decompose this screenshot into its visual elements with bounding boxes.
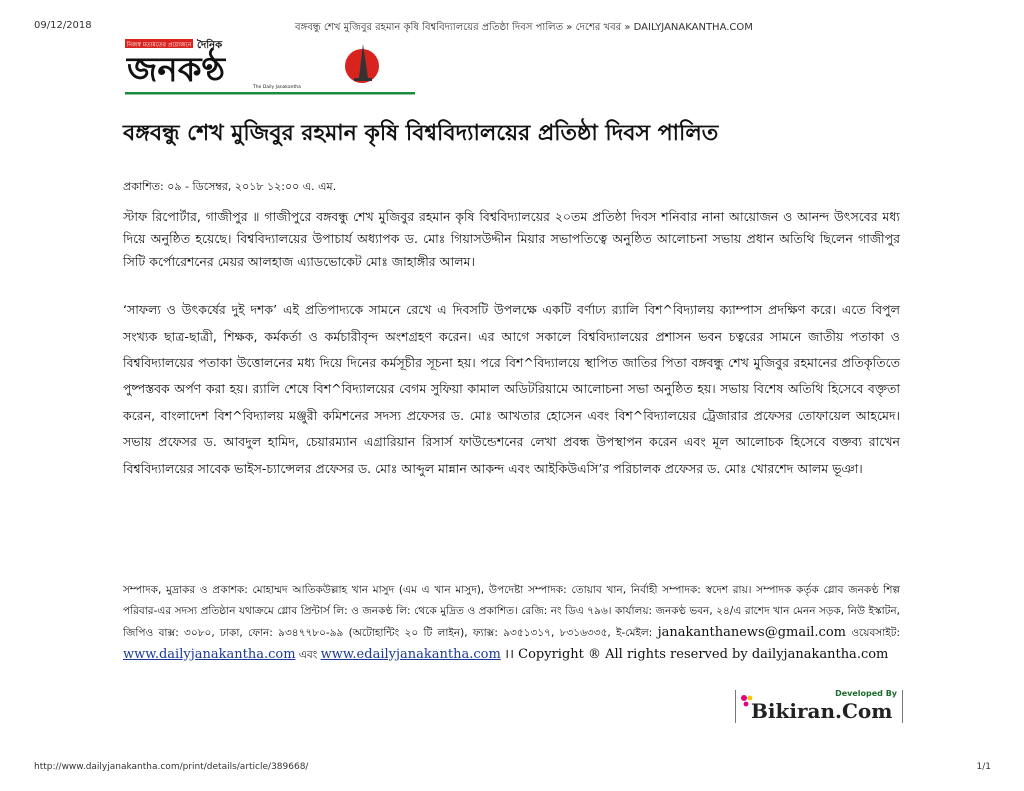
page-number: 1/1 (976, 762, 991, 772)
logo-red-banner-text: নিজস্ব মতামতের প্রয়োজনে (126, 41, 192, 49)
logo-tagline: The Daily Janakantha (253, 85, 301, 90)
article-paragraph-1: স্টাফ রিপোর্টার, গাজীপুর ॥ গাজীপুরে বঙ্গবন্ধু শেখ মুজিবুর রহমান কৃষি বিশ্ববিদ্যালয়ের ২০তম প্রতিষ্ঠা দিবস শনিবার নানা আয়োজন ও আনন্দ উৎসবের মধ্য দিয়ে অনুষ্ঠিত হয়েছে। বিশ্ববিদ্যালয়ের উপাচার্য অধ্যাপক ড. মোঃ গিয়াসউদ্দীন মিয়ার সভাপতিত্বে অনুষ্ঠিত আলোচনা সভায় প্রধান অতিথি ছিলেন গাজীপুর সিটি কর্পোরেশনের মেয়র আলহাজ এ্যাডভোকেট মোঃ জাহাঙ্গীর আলম। (123, 209, 900, 269)
credit-separator-left (735, 690, 736, 723)
credit-separator-right (902, 690, 903, 723)
logo-monument-base (354, 78, 372, 81)
imprint-text: সম্পাদক, মুদ্রাকর ও প্রকাশক: মোহাম্মদ আতিকউল্লাহ খান মাসুদ (এম এ খান মাসুদ), উপদেষ্টা সম্পাদক: তোয়াব খান, নির্বাহী সম্পাদক: স্বদেশ রায়। সম্পাদক কর্তৃক গ্লোব জনকণ্ঠ শিল্প পরিবার-এর সদস্য প্রতিষ্ঠান যথাক্রমে গ্লোব প্রিন্টার্স লি: ও জনকণ্ঠ লি: থেকে মুদ্রিত ও প্রকাশিত। রেজি: নং ডিএ ৭৯৬। কার্যালয়: জনকণ্ঠ ভবন, ২৪/এ রাশেদ খান মেনন সড়ক, নিউ ইস্কাটন, জিপিও বাক্স: ৩০৮০, ঢাকা, ফোন: ৯৩৪৭৭৮০-৯৯ (অটোহান্টিং ২০ টি লাইন), ফ্যাক্স: ৯৩৫১৩১৭, ৮৩১৬৩৩৫, ই-মেইল: (123, 584, 900, 639)
developed-by-label: Developed By (835, 689, 897, 698)
website-link-edaily[interactable]: www.edailyjanakantha.com (320, 647, 501, 662)
janakantha-logo[interactable] (125, 38, 415, 96)
footer-imprint (123, 580, 900, 666)
and-word: এবং (298, 649, 318, 661)
article-paragraph-2: ‘সাফল্য ও উৎকর্ষের দুই দশক’ এই প্রতিপাদ্যকে সামনে রেখে এ দিবসটি উপলক্ষে একটি বর্ণাঢ্য র‌্যালি বিশ^বিদ্যালয় ক্যাম্পাস প্রদক্ষিণ করে। এতে বিপুল সংখ্যক ছাত্র-ছাত্রী, শিক্ষক, কর্মকর্তা ও কর্মচারীবৃন্দ অংশগ্রহণ করেন। এর আগে সকালে বিশ্ববিদ্যালয়ের প্রশাসন ভবন চত্বরের সামনে জাতীয় পতাকা ও বিশ্ববিদ্যালয়ের পতাকা উত্তোলনের মধ্য দিয়ে দিনের কর্মসূচীর সূচনা হয়। পরে বিশ^বিদ্যালয়ে স্থাপিত জাতির পিতা বঙ্গবন্ধু শেখ মুজিবুর রহমানের প্রতিকৃতিতে পুষ্পস্তবক অর্পণ করা হয়। র‌্যালি শেষে বিশ^বিদ্যালয়ের বেগম সুফিয়া কামাল অডিটরিয়ামে আলোচনা সভা অনুষ্ঠিত হয়। সভায় বিশেষ অতিথি হিসেবে বক্তৃতা করেন, বাংলাদেশ বিশ^বিদ্যালয় মঞ্জুরী কমিশনের সদস্য প্রফেসর ড. মোঃ আখতার হোসেন এবং বিশ^বিদ্যালয়ের ট্রেজারার প্রফেসর তোফায়েল আহমেদ। সভায় প্রফেসর ড. আবদুল হামিদ, চেয়ারম্যান এগ্রারিয়ান রিসার্স ফাউন্ডেশনের লেখা প্রবন্ধ উপস্থাপন করেন এবং মূল আলোচক হিসেবে বক্তব্য রাখেন বিশ্ববিদ্যালয়ের সাবেক ভাইস-চ্যান্সেলর প্রফেসর ড. মোঃ আব্দুল মান্নান আকন্দ এবং আইকিউএসি’র পরিচালক প্রফেসর ড. মোঃ খোরশেদ আলম ভূঞা। (123, 302, 900, 476)
logo-green-rule (125, 92, 415, 95)
bikiran-name: Bikiran.Com (751, 699, 893, 723)
logo-brand-word: জনকণ্ঠ (127, 50, 226, 90)
website-link-daily[interactable]: www.dailyjanakantha.com (123, 647, 296, 662)
copyright-text: ।। Copyright ® All rights reserved by dailyjanakantha.com (504, 647, 889, 662)
published-date: প্রকাশিত: ০৯ - ডিসেম্বর, ২০১৮ ১২:০০ এ. এম. (123, 180, 337, 193)
print-url: http://www.dailyjanakantha.com/print/details/article/389668/ (34, 762, 309, 772)
article-headline: বঙ্গবন্ধু শেখ মুজিবুর রহমান কৃষি বিশ্ববিদ্যালয়ের প্রতিষ্ঠা দিবস পালিত (123, 121, 719, 146)
developer-credit[interactable] (735, 688, 905, 724)
article-body (123, 206, 900, 506)
email-address[interactable]: janakanthanews@gmail.com (657, 625, 846, 640)
logo-small-word: দৈনিক (197, 40, 223, 51)
print-page-title: বঙ্গবন্ধু শেখ মুজিবুর রহমান কৃষি বিশ্ববিদ্যালয়ের প্রতিষ্ঠা দিবস পালিত » দেশের খবর » DAILYJANAKANTHA.COM (295, 22, 753, 33)
print-date: 09/12/2018 (34, 20, 92, 31)
website-label: ওয়েবসাইট: (851, 627, 901, 639)
print-header (0, 20, 1024, 34)
